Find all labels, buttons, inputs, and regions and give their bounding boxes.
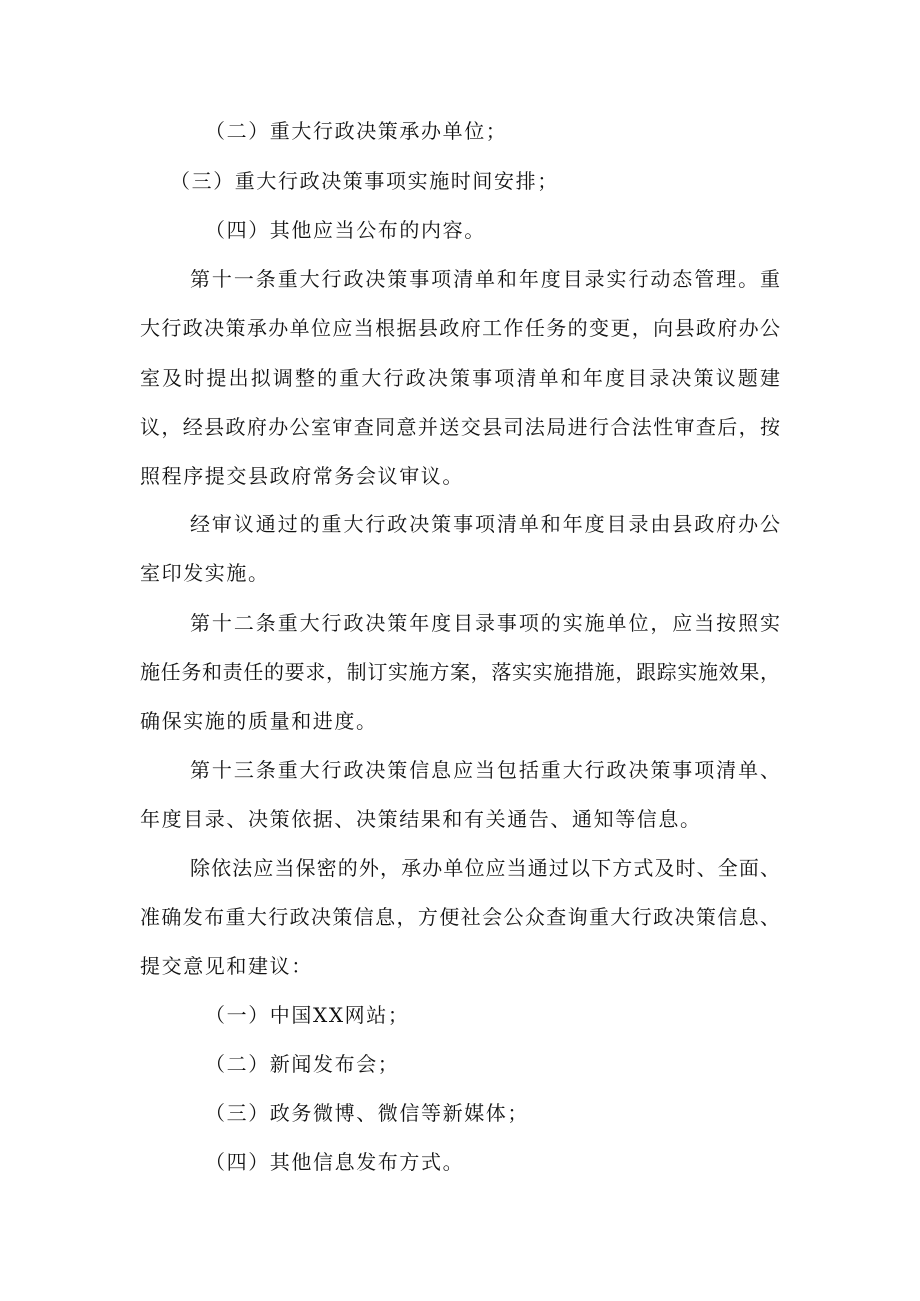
paragraph-publish-line-3: 提交意见和建议： [140,954,313,978]
list-item-4-other-content: （四）其他应当公布的内容。 [205,218,486,242]
article-11-line-1: 第十一条重大行政决策事项清单和年度目录实行动态管理。重 [190,267,780,291]
list-item-2-undertaking-unit: （二）重大行政决策承办单位； [205,119,508,143]
channel-item-1: （一）中国XX网站； [205,1003,410,1027]
channel-item-3: （三）政务微博、微信等新媒体； [205,1101,529,1125]
channel-item-4: （四）其他信息发布方式。 [205,1150,465,1174]
paragraph-publish-line-1: 除依法应当保密的外，承办单位应当通过以下方式及时、全面、 [190,856,780,880]
article-11-line-4: 议，经县政府办公室审查同意并送交县司法局进行合法性审查后，按 [140,415,780,439]
article-13-line-2: 年度目录、决策依据、决策结果和有关通告、通知等信息。 [140,807,702,831]
article-12-line-3: 确保实施的质量和进度。 [140,709,378,733]
paragraph-approval-line-2: 室印发实施。 [140,561,270,585]
list-item-3-schedule: （三）重大行政决策事项实施时间安排； [170,169,559,193]
article-12-line-2: 施任务和责任的要求，制订实施方案，落实实施措施，跟踪实施效果， [140,660,780,684]
channel-item-2: （二）新闻发布会； [205,1052,400,1076]
article-11-line-2: 大行政决策承办单位应当根据县政府工作任务的变更，向县政府办公 [140,316,780,340]
article-12-line-1: 第十二条重大行政决策年度目录事项的实施单位，应当按照实 [190,611,780,635]
paragraph-approval-line-1: 经审议通过的重大行政决策事项清单和年度目录由县政府办公 [190,512,780,536]
article-11-line-3: 室及时提出拟调整的重大行政决策事项清单和年度目录决策议题建 [140,366,780,390]
paragraph-publish-line-2: 准确发布重大行政决策信息，方便社会公众查询重大行政决策信息、 [140,905,780,929]
article-11-line-5: 照程序提交县政府常务会议审议。 [140,464,464,488]
article-13-line-1: 第十三条重大行政决策信息应当包括重大行政决策事项清单、 [190,758,780,782]
